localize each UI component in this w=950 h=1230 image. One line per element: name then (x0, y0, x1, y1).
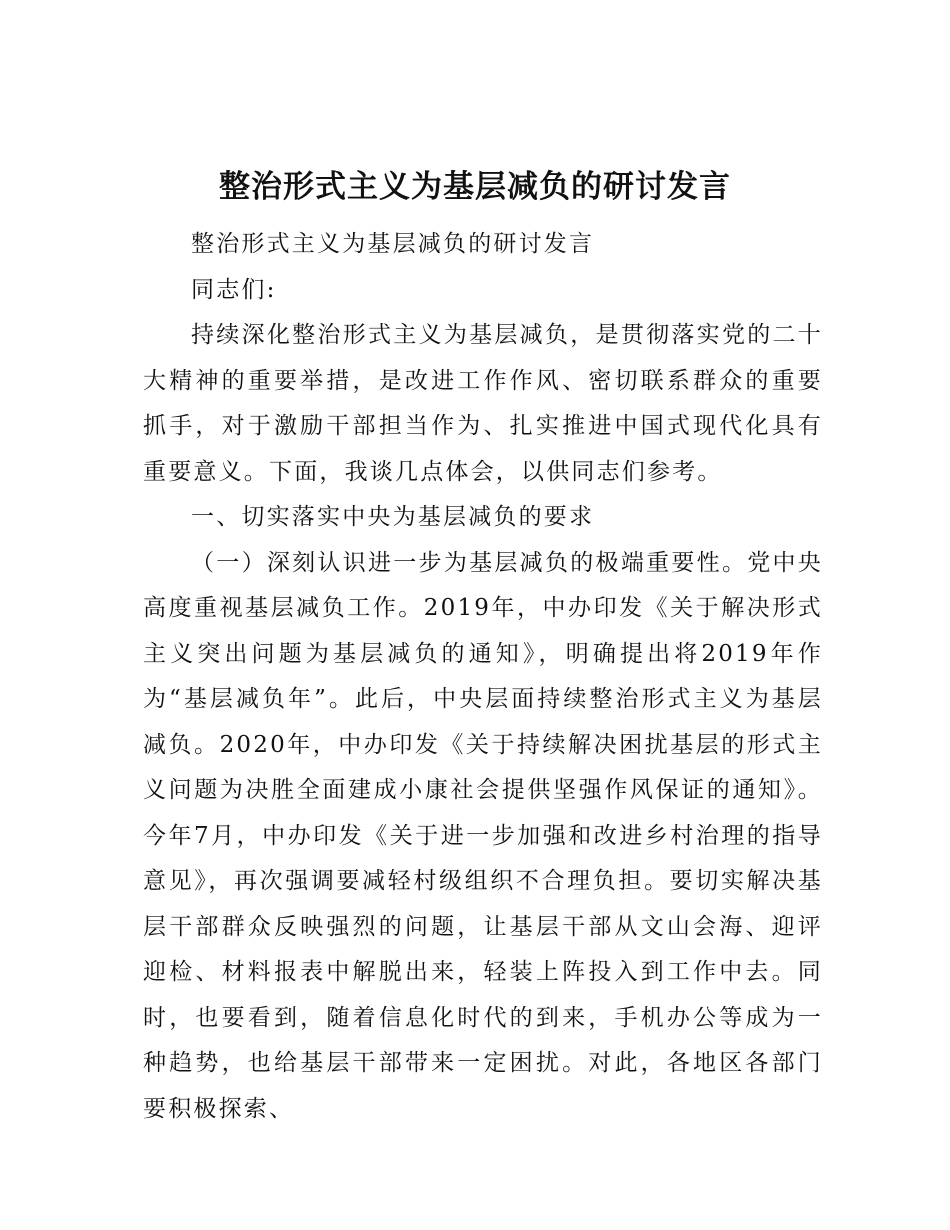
section-heading-1: 一、切实落实中央为基层减负的要求 (191, 504, 595, 530)
paragraph-subtitle: 整治形式主义为基层减负的研讨发言 (191, 231, 595, 257)
document-body (143, 222, 823, 1132)
document-title: 整治形式主义为基层减负的研讨发言 (219, 169, 731, 205)
paragraph-salutation: 同志们: (191, 276, 277, 303)
paragraph-intro: 持续深化整治形式主义为基层减负，是贯彻落实党的二十大精神的重要举措，是改进工作作风、密切联系群众的重要抓手，对于激励干部担当作为、扎实推进中国式现代化具有重要意义。下面，我谈几点体会，以供同志们参考。 (143, 322, 823, 485)
paragraph-section-1-1: （一）深刻认识进一步为基层减负的极端重要性。党中央高度重视基层减负工作。2019年，中办印发《关于解决形式主义突出问题为基层减负的通知》，明确提出将2019年作为“基层减负年”。此后，中央层面持续整治形式主义为基层减负。2020年，中办印发《关于持续解决困扰基层的形式主义问题为决胜全面建成小康社会提供坚强作风保证的通知》。今年7月，中办印发《关于进一步加强和改进乡村治理的指导意见》，再次强调要减轻村级组织不合理负担。要切实解决基层干部群众反映强烈的问题，让基层干部从文山会海、迎评迎检、材料报表中解脱出来，轻装上阵投入到工作中去。同时，也要看到，随着信息化时代的到来，手机办公等成为一种趋势，也给基层干部带来一定困扰。对此，各地区各部门要积极探索、 (143, 549, 823, 1122)
